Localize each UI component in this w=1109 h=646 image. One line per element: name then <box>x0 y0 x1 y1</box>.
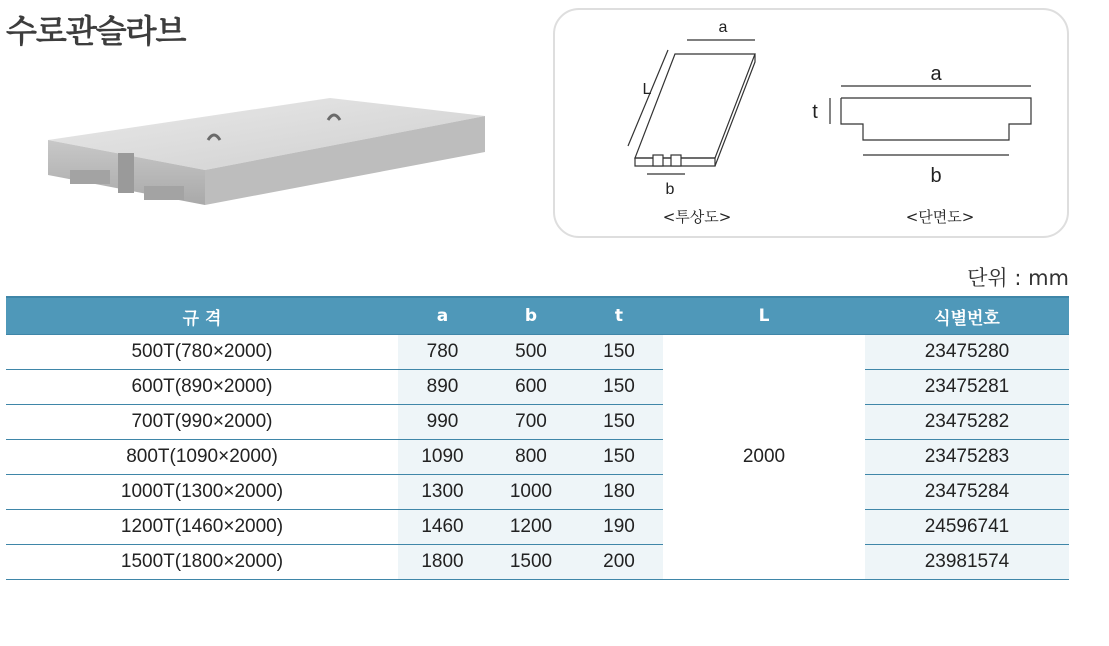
cell-a: 1300 <box>398 475 487 510</box>
cell-a: 1800 <box>398 545 487 580</box>
perspective-a-label: a <box>718 19 728 36</box>
cell-spec: 1000T(1300×2000) <box>6 475 398 510</box>
perspective-b-label: b <box>665 181 675 198</box>
cell-b: 1200 <box>487 510 575 545</box>
cell-t: 150 <box>575 370 663 405</box>
cell-spec: 800T(1090×2000) <box>6 440 398 475</box>
cell-id: 23475282 <box>865 405 1069 440</box>
cell-a: 780 <box>398 335 487 370</box>
table-row <box>6 475 1069 510</box>
cell-spec: 600T(890×2000) <box>6 370 398 405</box>
cell-spec: 1200T(1460×2000) <box>6 510 398 545</box>
cell-t: 190 <box>575 510 663 545</box>
cell-t: 150 <box>575 335 663 370</box>
cell-b: 500 <box>487 335 575 370</box>
unit-label: 단위 : mm <box>967 266 1069 290</box>
section-b-label: b <box>930 165 942 187</box>
cell-id: 23475280 <box>865 335 1069 370</box>
cell-a: 990 <box>398 405 487 440</box>
section-caption: <단면도> <box>905 208 975 226</box>
header-a: a <box>398 297 487 335</box>
cell-b: 600 <box>487 370 575 405</box>
table-row <box>6 335 1069 370</box>
section-a-label: a <box>930 63 942 85</box>
cell-a: 1460 <box>398 510 487 545</box>
cell-id: 23475283 <box>865 440 1069 475</box>
table-row <box>6 545 1069 580</box>
header-t: t <box>575 297 663 335</box>
cell-b: 800 <box>487 440 575 475</box>
header-spec: 규 격 <box>6 297 398 335</box>
dimension-diagram <box>553 8 1069 238</box>
page-title: 수로관슬라브 <box>6 12 186 50</box>
cell-t: 200 <box>575 545 663 580</box>
section-t-label: t <box>812 101 818 123</box>
cell-L: 2000 <box>663 335 865 580</box>
cell-b: 700 <box>487 405 575 440</box>
cell-id: 23475284 <box>865 475 1069 510</box>
cell-t: 180 <box>575 475 663 510</box>
cell-t: 150 <box>575 440 663 475</box>
table-row <box>6 370 1069 405</box>
table-header-row <box>6 297 1069 335</box>
table-row <box>6 510 1069 545</box>
cell-t: 150 <box>575 405 663 440</box>
table-row <box>6 440 1069 475</box>
perspective-L-label: L <box>642 81 652 98</box>
cell-a: 1090 <box>398 440 487 475</box>
slab-product-image <box>40 70 490 240</box>
perspective-caption: <투상도> <box>662 208 732 226</box>
cell-spec: 1500T(1800×2000) <box>6 545 398 580</box>
header-id: 식별번호 <box>865 297 1069 335</box>
table-row <box>6 405 1069 440</box>
cell-id: 23475281 <box>865 370 1069 405</box>
cell-a: 890 <box>398 370 487 405</box>
header-L: L <box>663 297 865 335</box>
header-b: b <box>487 297 575 335</box>
cell-spec: 500T(780×2000) <box>6 335 398 370</box>
cell-spec: 700T(990×2000) <box>6 405 398 440</box>
cell-id: 24596741 <box>865 510 1069 545</box>
cell-b: 1000 <box>487 475 575 510</box>
spec-table <box>6 296 1069 580</box>
cell-id: 23981574 <box>865 545 1069 580</box>
cell-b: 1500 <box>487 545 575 580</box>
